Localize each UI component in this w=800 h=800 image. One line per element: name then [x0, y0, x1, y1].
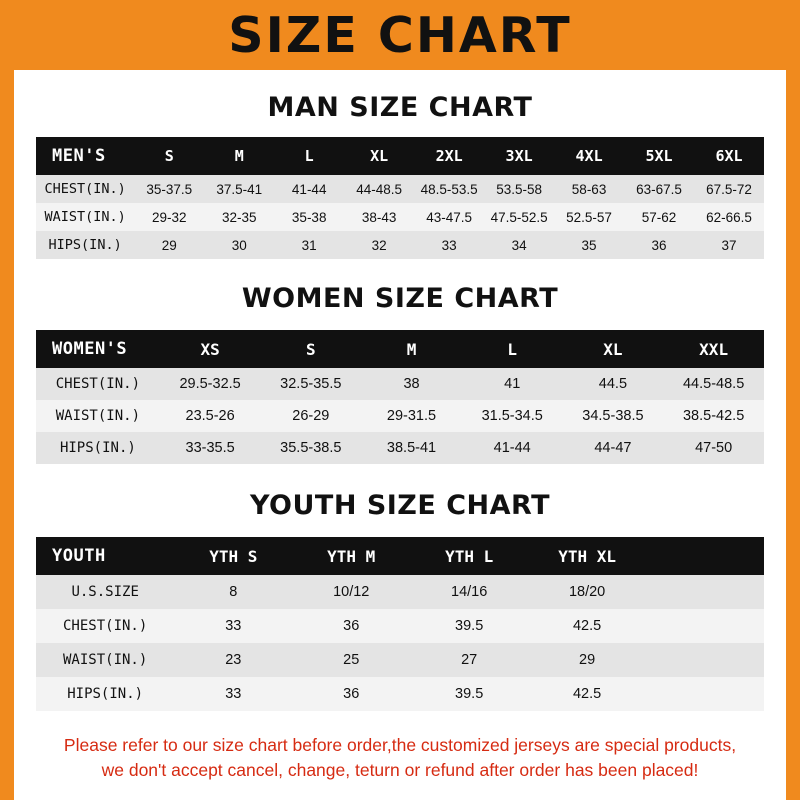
column-header: M — [361, 330, 462, 368]
table-row — [36, 203, 764, 231]
cell: 42.5 — [528, 677, 646, 711]
cell: 27 — [410, 643, 528, 677]
cell: 52.5-57 — [554, 203, 624, 231]
cell: 57-62 — [624, 203, 694, 231]
cell: 35 — [554, 231, 624, 259]
cell: 23.5-26 — [160, 400, 261, 432]
row-label: CHEST(IN.) — [36, 175, 134, 203]
column-header: YTH M — [292, 537, 410, 575]
cell: 35.5-38.5 — [260, 432, 361, 464]
youth-section-title: YOUTH SIZE CHART — [249, 490, 551, 521]
chart-content — [14, 92, 786, 784]
column-header: M — [204, 137, 274, 175]
cell: 44.5-48.5 — [663, 368, 764, 400]
table-row — [36, 432, 764, 464]
cell: 39.5 — [410, 609, 528, 643]
row-label: HIPS(IN.) — [36, 432, 160, 464]
table-row — [36, 609, 764, 643]
table-row — [36, 175, 764, 203]
cell: 10/12 — [292, 575, 410, 609]
cell: 33 — [174, 609, 292, 643]
cell: 44-48.5 — [344, 175, 414, 203]
column-header: L — [462, 330, 563, 368]
column-header: XS — [160, 330, 261, 368]
cell: 42.5 — [528, 609, 646, 643]
cell: 38 — [361, 368, 462, 400]
cell: 29-31.5 — [361, 400, 462, 432]
table-row — [36, 643, 764, 677]
cell: 8 — [174, 575, 292, 609]
column-header: WOMEN'S — [36, 330, 160, 368]
column-header: YTH L — [410, 537, 528, 575]
table-row — [36, 575, 764, 609]
table-row — [36, 368, 764, 400]
cell: 32-35 — [204, 203, 274, 231]
cell: 25 — [292, 643, 410, 677]
notice-line-2: we don't accept cancel, change, teturn or refund after order has been placed! — [101, 760, 699, 781]
youth-size-table — [36, 537, 764, 711]
page-banner — [14, 0, 786, 70]
column-header: XL — [344, 137, 414, 175]
man-size-table — [36, 137, 764, 259]
cell-empty — [646, 643, 764, 677]
row-label: WAIST(IN.) — [36, 203, 134, 231]
cell: 38.5-42.5 — [663, 400, 764, 432]
cell: 26-29 — [260, 400, 361, 432]
cell: 14/16 — [410, 575, 528, 609]
cell: 35-38 — [274, 203, 344, 231]
row-label: CHEST(IN.) — [36, 609, 174, 643]
cell: 67.5-72 — [694, 175, 764, 203]
table-header-row — [36, 537, 764, 575]
cell: 29 — [134, 231, 204, 259]
table-row — [36, 400, 764, 432]
cell: 34 — [484, 231, 554, 259]
row-label: HIPS(IN.) — [36, 677, 174, 711]
column-header: S — [134, 137, 204, 175]
cell: 38.5-41 — [361, 432, 462, 464]
cell: 32.5-35.5 — [260, 368, 361, 400]
column-header-empty — [646, 537, 764, 575]
column-header: 4XL — [554, 137, 624, 175]
cell: 47-50 — [663, 432, 764, 464]
women-size-table — [36, 330, 764, 464]
column-header: YTH XL — [528, 537, 646, 575]
cell: 29-32 — [134, 203, 204, 231]
cell: 32 — [344, 231, 414, 259]
cell: 37 — [694, 231, 764, 259]
cell: 44.5 — [563, 368, 664, 400]
cell-empty — [646, 575, 764, 609]
cell: 29 — [528, 643, 646, 677]
cell: 47.5-52.5 — [484, 203, 554, 231]
cell: 41 — [462, 368, 563, 400]
cell: 36 — [292, 609, 410, 643]
cell: 43-47.5 — [414, 203, 484, 231]
row-label: U.S.SIZE — [36, 575, 174, 609]
cell: 48.5-53.5 — [414, 175, 484, 203]
cell: 23 — [174, 643, 292, 677]
cell: 36 — [624, 231, 694, 259]
cell-empty — [646, 609, 764, 643]
row-label: WAIST(IN.) — [36, 643, 174, 677]
column-header: L — [274, 137, 344, 175]
cell: 36 — [292, 677, 410, 711]
row-label: CHEST(IN.) — [36, 368, 160, 400]
column-header: 2XL — [414, 137, 484, 175]
notice-line-1: Please refer to our size chart before order,the customized jerseys are special products, — [63, 735, 737, 755]
column-header: YTH S — [174, 537, 292, 575]
table-row — [36, 231, 764, 259]
cell: 53.5-58 — [484, 175, 554, 203]
cell: 35-37.5 — [134, 175, 204, 203]
women-section-title: WOMEN SIZE CHART — [241, 283, 559, 314]
table-row — [36, 677, 764, 711]
cell: 38-43 — [344, 203, 414, 231]
column-header: S — [260, 330, 361, 368]
row-label: HIPS(IN.) — [36, 231, 134, 259]
cell: 29.5-32.5 — [160, 368, 261, 400]
column-header: 6XL — [694, 137, 764, 175]
cell: 34.5-38.5 — [563, 400, 664, 432]
cell: 37.5-41 — [204, 175, 274, 203]
table-header-row — [36, 330, 764, 368]
row-label: WAIST(IN.) — [36, 400, 160, 432]
cell: 31.5-34.5 — [462, 400, 563, 432]
cell: 63-67.5 — [624, 175, 694, 203]
column-header: XXL — [663, 330, 764, 368]
cell: 33 — [414, 231, 484, 259]
cell: 33-35.5 — [160, 432, 261, 464]
cell-empty — [646, 677, 764, 711]
column-header: MEN'S — [36, 137, 134, 175]
order-notice — [36, 733, 764, 784]
cell: 41-44 — [274, 175, 344, 203]
cell: 30 — [204, 231, 274, 259]
column-header: YOUTH — [36, 537, 174, 575]
cell: 31 — [274, 231, 344, 259]
man-section-title: MAN SIZE CHART — [267, 92, 533, 123]
cell: 39.5 — [410, 677, 528, 711]
page-title: SIZE CHART — [228, 6, 572, 64]
column-header: XL — [563, 330, 664, 368]
column-header: 5XL — [624, 137, 694, 175]
cell: 62-66.5 — [694, 203, 764, 231]
cell: 58-63 — [554, 175, 624, 203]
cell: 18/20 — [528, 575, 646, 609]
column-header: 3XL — [484, 137, 554, 175]
cell: 44-47 — [563, 432, 664, 464]
table-header-row — [36, 137, 764, 175]
cell: 33 — [174, 677, 292, 711]
cell: 41-44 — [462, 432, 563, 464]
